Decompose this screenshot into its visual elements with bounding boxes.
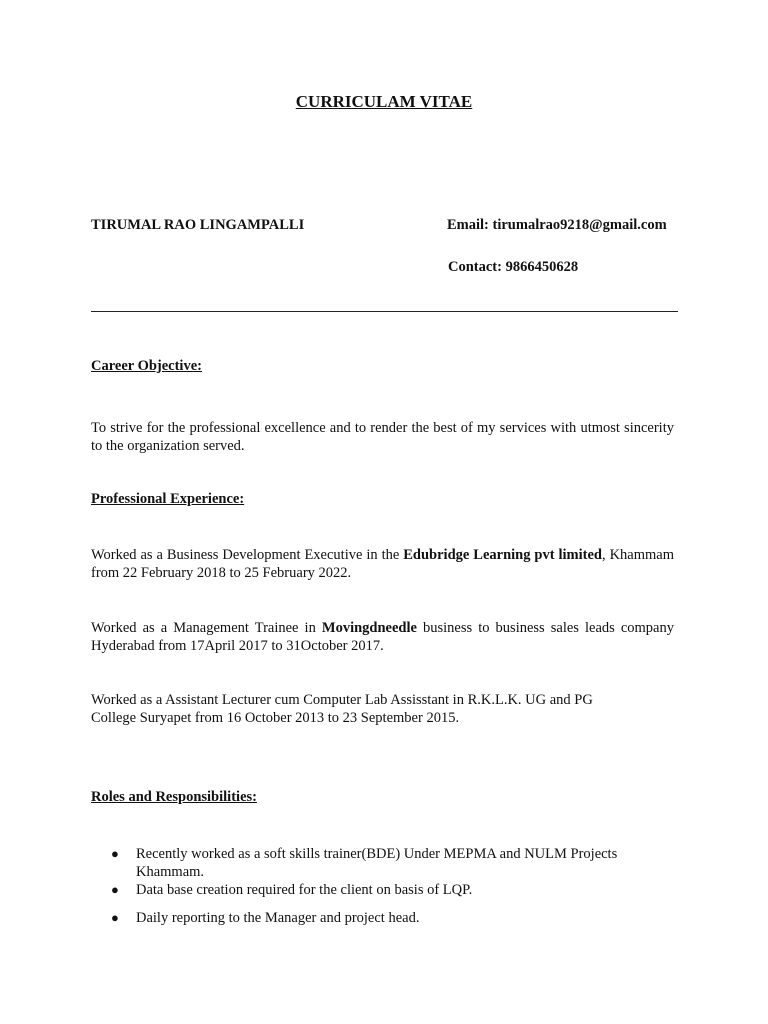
experience-item-1-pre: Worked as a Business Development Executive in the	[91, 547, 404, 563]
list-item	[91, 881, 651, 899]
bullet-icon: ●	[111, 846, 119, 861]
career-objective-heading: Career Objective:	[91, 358, 202, 374]
contact-line: Contact: 9866450628	[448, 259, 579, 275]
bullet-icon: ●	[111, 882, 119, 897]
roles-heading: Roles and Responsibilities:	[91, 789, 257, 805]
experience-heading: Professional Experience:	[91, 491, 245, 507]
header-divider	[91, 311, 678, 312]
experience-item-2	[91, 619, 674, 655]
candidate-name: TIRUMAL RAO LINGAMPALLI	[91, 217, 305, 233]
experience-item-1	[91, 546, 674, 582]
experience-item-2-company: Movingdneedle	[321, 620, 417, 636]
list-item	[91, 909, 651, 927]
experience-item-3-text: Worked as a Assistant Lecturer cum Computer Lab Assisstant in R.K.L.K. UG and PG College Suryapet from 16 October 2013 to 23 September 2015.	[91, 692, 593, 726]
role-text: Recently worked as a soft skills trainer(BDE) Under MEPMA and NULM Projects Khammam.	[136, 846, 618, 880]
list-item	[91, 845, 651, 881]
career-objective-text: To strive for the professional excellence and to render the best of my services with utmost sincerity to the organization served.	[91, 420, 674, 454]
role-text: Data base creation required for the client on basis of LQP.	[136, 882, 473, 898]
role-text: Daily reporting to the Manager and project head.	[136, 910, 420, 926]
email-line: Email: tirumalrao9218@gmail.com	[447, 217, 667, 233]
document-title: CURRICULAM VITAE	[295, 92, 473, 111]
experience-item-3	[91, 691, 631, 727]
experience-item-2-post: business to business sales leads company Hyderabad from 17April 2017 to 31October 2017.	[91, 620, 674, 654]
roles-list-2	[91, 881, 651, 899]
roles-list	[91, 845, 651, 881]
experience-item-1-post: , Khammam from 22 February 2018 to 25 February 2022.	[91, 547, 674, 581]
experience-item-1-company: Edubridge Learning pvt limited	[403, 547, 602, 563]
bullet-icon: ●	[111, 910, 119, 925]
roles-list-3	[91, 909, 651, 927]
experience-item-2-pre: Worked as a Management Trainee in	[91, 620, 322, 636]
